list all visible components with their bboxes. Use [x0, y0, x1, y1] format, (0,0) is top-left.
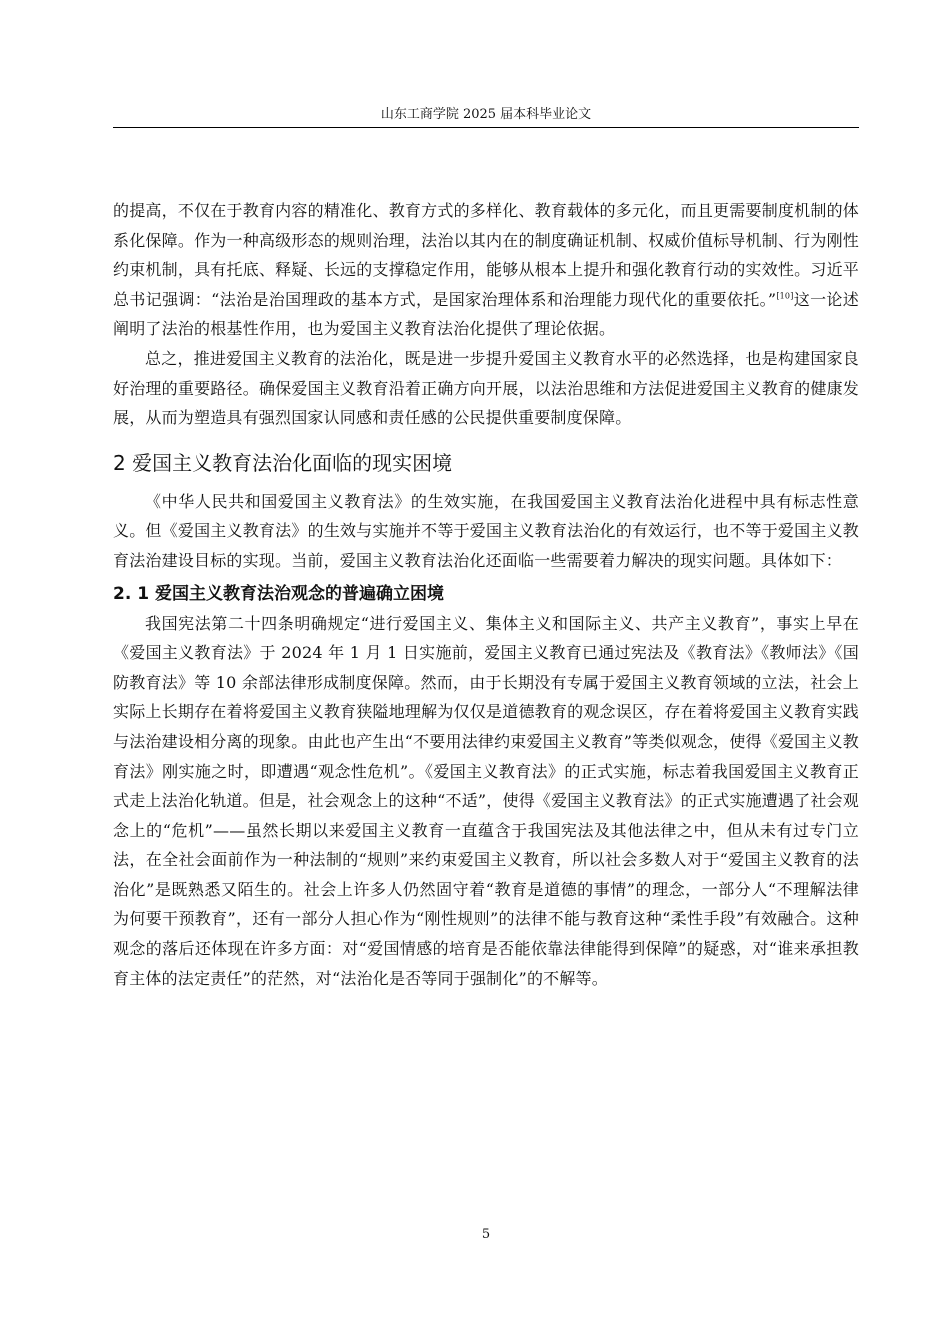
running-header: 山东工商学院 2025 届本科毕业论文: [380, 107, 592, 122]
header-rule: [113, 127, 859, 128]
page-number: 5: [481, 1227, 491, 1242]
paragraph-continuation: [113, 196, 859, 344]
page-body: [113, 196, 859, 993]
paragraph-summary: 总之，推进爱国主义教育的法治化，既是进一步提升爱国主义教育水平的必然选择，也是构建国家良好治理的重要路径。确保爱国主义教育沿着正确方向开展，以法治思维和方法促进爱国主义教育的健康发展，从而为塑造具有强烈国家认同感和责任感的公民提供重要制度保障。: [113, 348, 859, 428]
section-heading: 2 爱国主义教育法治化面临的现实困境: [113, 450, 453, 475]
paragraph-body: 我国宪法第二十四条明确规定“进行爱国主义、集体主义和国际主义、共产主义教育”，事实上早在《爱国主义教育法》于 2024 年 1 月 1 日实施前，爱国主义教育已通过宪法及《教育法》《教师法》《国防教育法》等 10 余部法律形成制度保障。然而，由于长期没有专属于爱国主义教育领域的立法，社会上实际上长期存在着将爱国主义教育狭隘地理解为仅仅是道德教育的观念误区，存在着将爱国主义教育实践与法治建设相分离的现象。由此也产生出“不要用法律约束爱国主义教育”等类似观念，使得《爱国主义教育法》刚实施之时，即遭遇“观念性危机”。《爱国主义教育法》的正式实施，标志着我国爱国主义教育正式走上法治化轨道。但是，社会观念上的这种“不适”，使得《爱国主义教育法》的正式实施遭遇了社会观念上的“危机”——虽然长期以来爱国主义教育一直蕴含于我国宪法及其他法律之中，但从未有过专门立法，在全社会面前作为一种法制的“规则”来约束爱国主义教育，所以社会多数人对于“爱国主义教育的法治化”是既熟悉又陌生的。社会上许多人仍然固守着“教育是道德的事情”的理念，一部分人“不理解法律为何要干预教育”，还有一部分人担心作为“刚性规则”的法律不能与教育这种“柔性手段”有效融合。这种观念的落后还体现在许多方面：对“爱国情感的培育是否能依靠法律能得到保障”的疑惑，对“谁来承担教育主体的法定责任”的茫然，对“法治化是否等同于强制化”的不解等。: [113, 613, 859, 988]
paragraph-tail: 这一论述阐明了法治的根基性作用，也为爱国主义教育法治化提供了理论依据。: [113, 289, 859, 339]
paragraph-intro: 《中华人民共和国爱国主义教育法》的生效实施，在我国爱国主义教育法治化进程中具有标志性意义。但《爱国主义教育法》的生效与实施并不等于爱国主义教育法治化的有效运行，也不等于爱国主义教育法治建设目标的实现。当前，爱国主义教育法治化还面临一些需要着力解决的现实问题。具体如下：: [113, 491, 859, 570]
citation-marker[interactable]: [10]: [776, 291, 794, 301]
subsection-heading: 2. 1 爱国主义教育法治观念的普遍确立困境: [113, 583, 444, 604]
paragraph-text: 的提高，不仅在于教育内容的精准化、教育方式的多样化、教育载体的多元化，而且更需要制度机制的体系化保障。作为一种高级形态的规则治理，法治以其内在的制度确证机制、权威价值标导机制、行为刚性约束机制，具有托底、释疑、长远的支撑稳定作用，能够从根本上提升和强化教育行动的实效性。习近平总书记强调：“法治是治国理政的基本方式，是国家治理体系和治理能力现代化的重要依托。”: [113, 201, 859, 309]
